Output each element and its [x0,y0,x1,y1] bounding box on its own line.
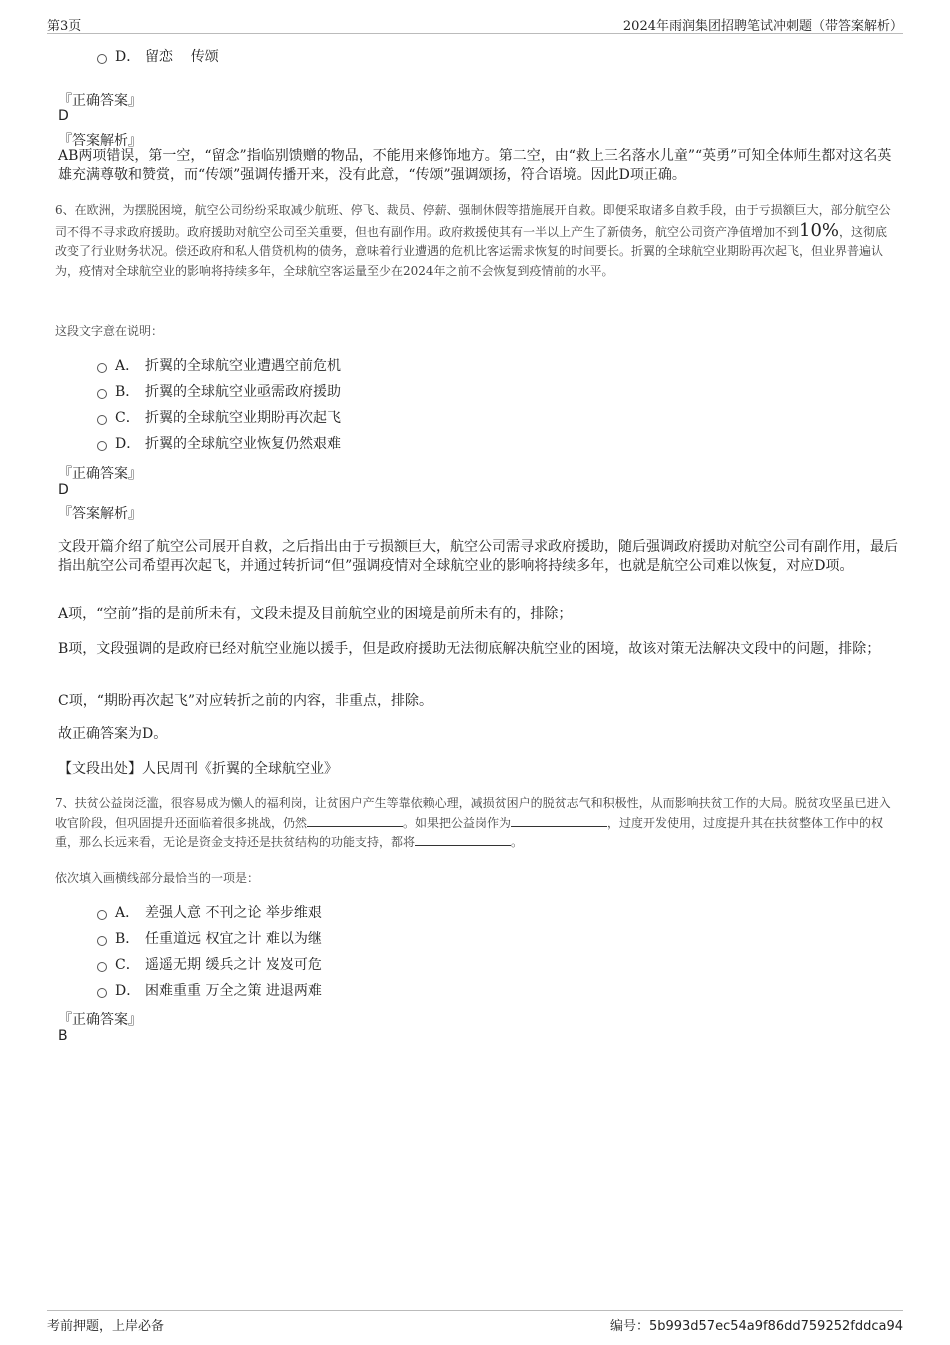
q6-analysis-label: 『答案解析』 [58,506,142,522]
fill-blank[interactable] [307,814,403,827]
percent-value: 10% [799,219,840,241]
fill-blank[interactable] [415,833,511,846]
q6-source: 【文段出处】人民周刊《折翼的全球航空业》 [58,761,338,777]
q5-answer: D [58,108,69,124]
q7-answer: B [58,1028,68,1044]
radio-icon[interactable] [97,962,107,972]
q6-analysis-paragraph: B项，文段强调的是政府已经对航空业施以援手，但是政府援助无法彻底解决航空业的困境，故该对策无法解决文段中的问题，排除； [58,641,881,657]
q6-analysis-paragraph: C项，“期盼再次起飞”对应转折之前的内容，非重点，排除。 [58,693,434,709]
q7-option-d[interactable]: D． 困难重重 万全之策 进退两难 [97,981,322,1001]
q7-option-c[interactable]: C． 遥遥无期 缓兵之计 岌岌可危 [97,955,322,975]
radio-icon[interactable] [97,988,107,998]
page-number: 第3页 [47,19,82,34]
q7-prompt: 依次填入画横线部分最恰当的一项是： [55,871,260,885]
page-header [47,15,903,34]
radio-icon[interactable] [97,910,107,920]
q6-question-text: 6、在欧洲，为摆脱困境，航空公司纷纷采取减少航班、停飞、裁员、停薪、强制休假等措施展开自救。即便采取诸多自救手段，由于亏损额巨大，部分航空公司不得不寻求政府援助。政府援助对航空公司至关重要，但也有副作用。政府救援使其有一半以上产生了新债务，航空公司资产净值增加不到10%，这彻底改变了行业财务状况。偿还政府和私人借贷机构的债务，意味着行业遭遇的危机比客运需求恢复的时间要长。折翼的全球航空业期盼再次起飞，但业界普遍认为，疫情对全球航空业的影响将持续多年，全球航空客运量至少在2024年之前不会恢复到疫情前的水平。 [55,203,891,278]
q6-analysis-paragraph: 故正确答案为D。 [58,726,168,742]
footer-slogan: 考前押题，上岸必备 [47,1319,165,1334]
radio-icon[interactable] [97,415,107,425]
fill-blank[interactable] [511,814,607,827]
document-code: 编号：5b993d57ec54a9f86dd759252fddca94 [609,1319,903,1334]
q5-analysis: AB两项错误，第一空，“留念”指临别馈赠的物品，不能用来修饰地方。第二空，由“救上三名落水儿童”“英勇”可知全体师生都对这名英雄充满尊敬和赞赏，而“传颂”强调传播开来，没有此意，“传颂”强调颂扬，符合语境。因此D项正确。 [58,148,892,183]
radio-icon[interactable] [97,363,107,373]
q7-option-b[interactable]: B． 任重道远 权宜之计 难以为继 [97,929,322,949]
q6-option-c[interactable]: C． 折翼的全球航空业期盼再次起飞 [97,408,341,428]
q6-option-b[interactable]: B． 折翼的全球航空业亟需政府援助 [97,382,341,402]
q6-analysis-paragraph: A项，“空前”指的是前所未有，文段未提及目前航空业的困境是前所未有的，排除； [58,606,573,622]
q5-answer-label: 『正确答案』 [58,93,142,109]
q6-option-d[interactable]: D． 折翼的全球航空业恢复仍然艰难 [97,434,341,454]
q7-answer-label: 『正确答案』 [58,1012,142,1028]
q6-answer: D [58,482,69,498]
radio-icon[interactable] [97,54,107,64]
q6-analysis-paragraph: 文段开篇介绍了航空公司展开自救，之后指出由于亏损额巨大，航空公司需寻求政府援助，随后强调政府援助对航空公司有副作用，最后指出航空公司希望再次起飞，并通过转折词“但”强调疫情对全球航空业的影响将持续多年，也就是航空公司难以恢复，对应D项。 [58,539,898,574]
radio-icon[interactable] [97,441,107,451]
radio-icon[interactable] [97,936,107,946]
q5-analysis-label: 『答案解析』 [58,133,142,149]
q7-question-text: 7、扶贫公益岗泛滥，很容易成为懒人的福利岗，让贫困户产生等靠依赖心理，减损贫困户的脱贫志气和积极性，从而影响扶贫工作的大局。脱贫攻坚虽已进入收官阶段，但巩固提升还面临着很多挑战，仍然 。如果把公益岗作为 ，过度开发使用，过度提升其在扶贫整体工作中的权重，那么长远来看，无论是资金支持还是扶贫结构的功能支持，都将 。 [55,796,891,849]
document-title: 2024年雨润集团招聘笔试冲刺题（带答案解析） [622,19,903,34]
q6-option-a[interactable]: A． 折翼的全球航空业遭遇空前危机 [97,356,341,376]
q6-prompt: 这段文字意在说明： [55,324,164,338]
q6-answer-label: 『正确答案』 [58,466,142,482]
radio-icon[interactable] [97,389,107,399]
q7-option-a[interactable]: A． 差强人意 不刊之论 举步维艰 [97,903,322,923]
q5-option-d[interactable]: D． 留恋 传颂 [97,47,219,67]
page-footer [47,1310,903,1333]
